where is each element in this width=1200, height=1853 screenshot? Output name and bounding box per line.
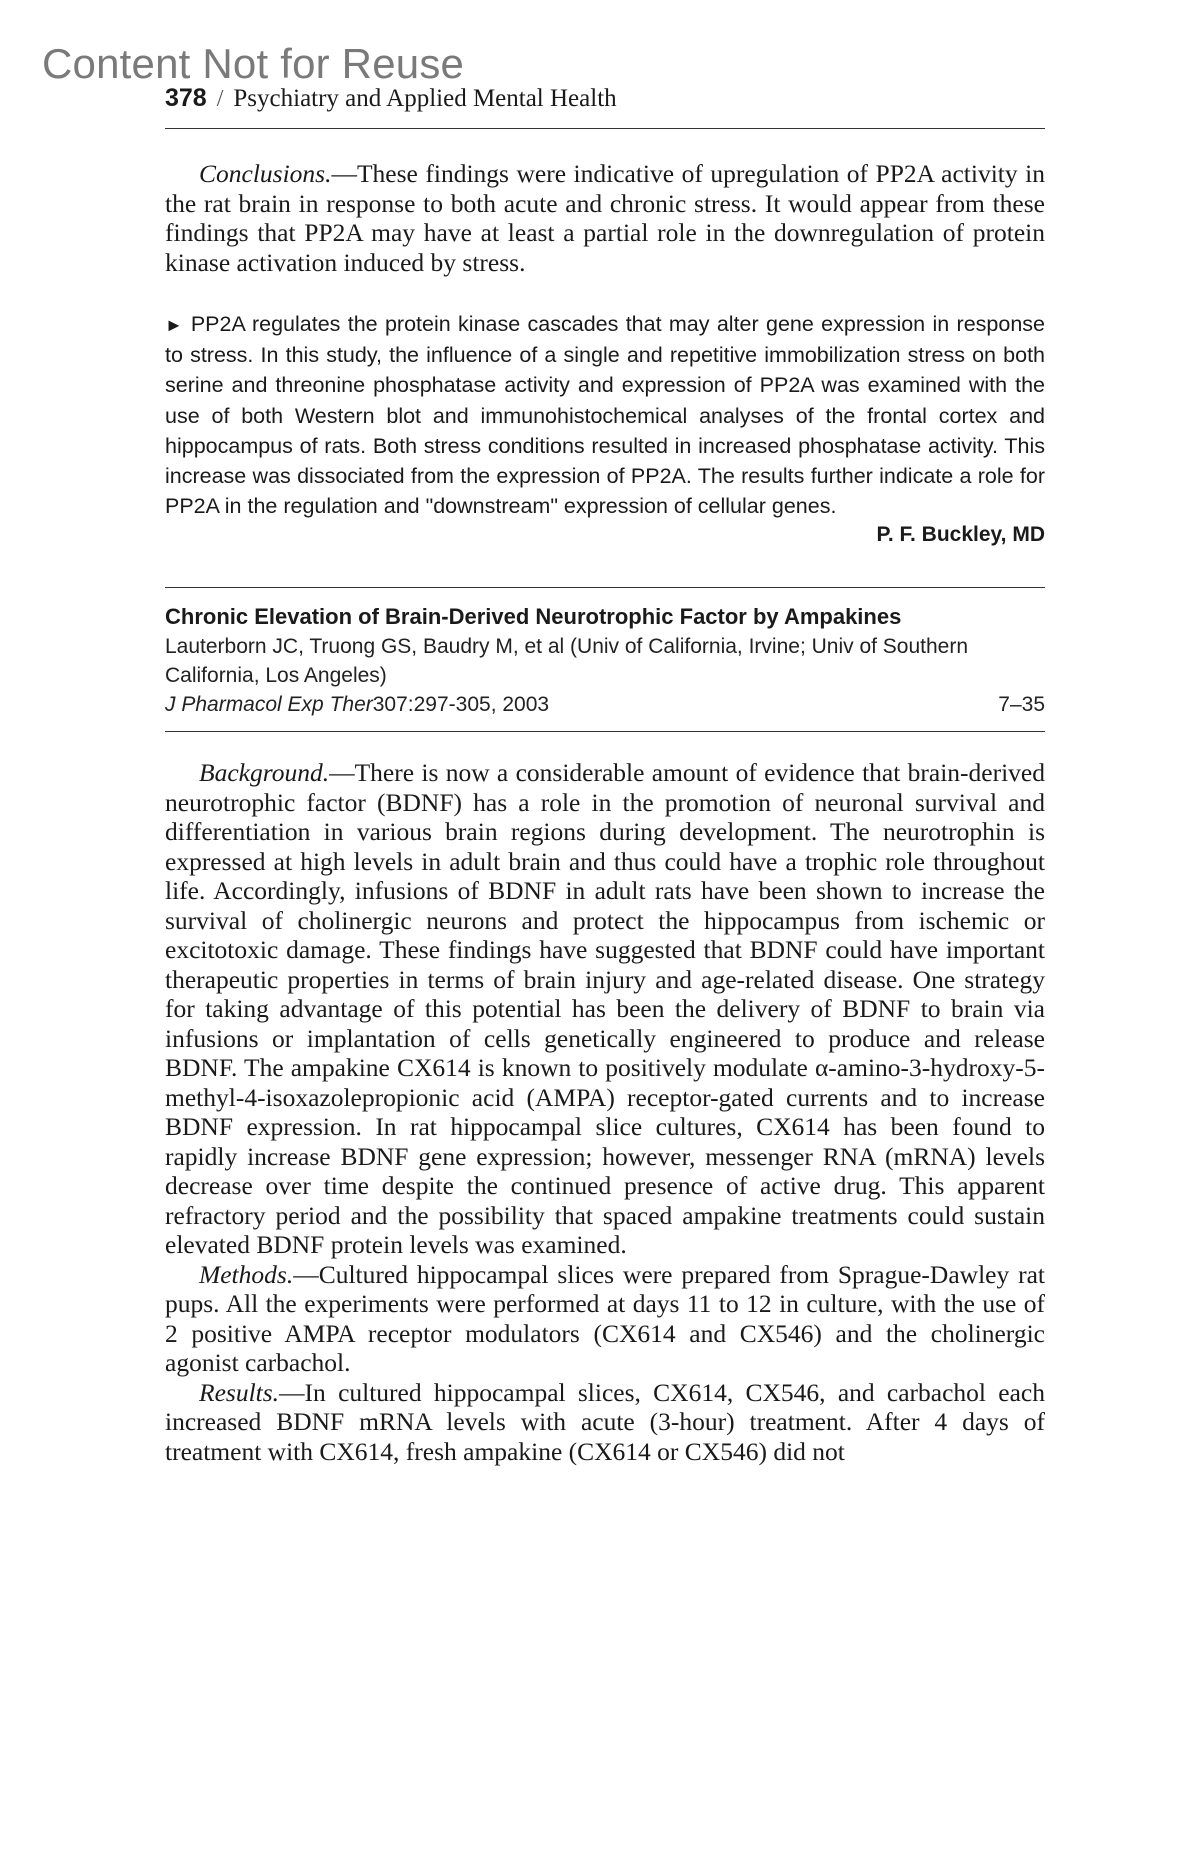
- article-citation-line: [165, 690, 1045, 719]
- page-number: 378: [165, 84, 207, 112]
- document-page: [165, 84, 1045, 1466]
- reviewer-signature: P. F. Buckley, MD: [876, 523, 1045, 547]
- results-text: —In cultured hippocampal slices, CX614, CX546, and carbachol each increased BDNF mRNA levels with acute (3-hour) treatment. After 4 days of treatment with CX614, fresh ampakine (CX614 or CX546) did not: [165, 1377, 1045, 1466]
- commentary-text: PP2A regulates the protein kinase cascades that may alter gene expression in response to stress. In this study, the influence of a single and repetitive immobilization stress on both serine and threonine phosphatase activity and expression of PP2A was examined with the use of both Western blot and immunohistochemical analyses of the frontal cortex and hippocampus of rats. Both stress conditions resulted in increased phosphatase activity. This increase was dissociated from the expression of PP2A. The results further indicate a role for PP2A in the regulation and "downstream" expression of cellular genes.: [165, 312, 1045, 519]
- watermark-text: Content Not for Reuse: [42, 40, 465, 87]
- article-authors: Lauterborn JC, Truong GS, Baudry M, et al (Univ of California, Irvine; Univ of Southern California, Los Angeles): [165, 635, 969, 688]
- article-citation-block: [165, 587, 1045, 732]
- reference-number: 7–35: [998, 693, 1045, 717]
- conclusions-paragraph: [165, 159, 1045, 277]
- running-header: [165, 84, 1045, 129]
- triangle-bullet-icon: ►: [165, 315, 183, 335]
- commentary-paragraph: [165, 309, 1045, 521]
- methods-label: Methods.: [199, 1259, 294, 1289]
- header-separator: /: [216, 86, 224, 112]
- results-paragraph: [165, 1378, 1045, 1467]
- background-text: —There is now a considerable amount of evidence that brain-derived neurotrophic factor (BDNF) has a role in the promotion of neuronal survival and differentiation in various brain regions during development. The neurotrophin is expressed at high levels in adult brain and thus could have a trophic role throughout life. Accordingly, infusions of BDNF in adult rats have been shown to increase the survival of cholinergic neurons and protect the hippocampus from ischemic or excitotoxic damage. These findings have suggested that BDNF could have important therapeutic properties in terms of brain injury and age-related disease. One strategy for taking advantage of this potential has been the delivery of BDNF to brain via infusions or implantation of cells genetically engineered to produce and release BDNF. The ampakine CX614 is known to positively modulate α-amino-3-hydroxy-5-methyl-4-isoxazolepropionic acid (AMPA) receptor-gated currents and to increase BDNF expression. In rat hippocampal slice cultures, CX614 has been found to rapidly increase BDNF gene expression; however, messenger RNA (mRNA) levels decrease over time despite the continued presence of active drug. This apparent refractory period and the possibility that spaced ampakine treatments could sustain elevated BDNF protein levels was examined.: [165, 758, 1045, 1260]
- citation-details: 307:297-305, 2003: [372, 693, 550, 717]
- conclusions-text: —These findings were indicative of upregulation of PP2A activity in the rat brain in response to both acute and chronic stress. It would appear from these findings that PP2A may have at least a partial role in the downregulation of protein kinase activation induced by stress.: [165, 159, 1045, 277]
- background-label: Background.: [199, 758, 330, 788]
- background-paragraph: [165, 758, 1045, 1260]
- citation-journal: J Pharmacol Exp Ther: [165, 693, 373, 717]
- article-title: Chronic Elevation of Brain-Derived Neurotrophic Factor by Ampakines: [165, 604, 902, 630]
- journal-name: Psychiatry and Applied Mental Health: [233, 85, 617, 112]
- results-label: Results.: [199, 1377, 280, 1407]
- methods-text: —Cultured hippocampal slices were prepared from Sprague-Dawley rat pups. All the experiments were performed at days 11 to 12 in culture, with the use of 2 positive AMPA receptor modulators (CX614 and CX546) and the cholinergic agonist carbachol.: [165, 1259, 1045, 1378]
- methods-paragraph: [165, 1260, 1045, 1378]
- conclusions-label: Conclusions.: [199, 159, 332, 188]
